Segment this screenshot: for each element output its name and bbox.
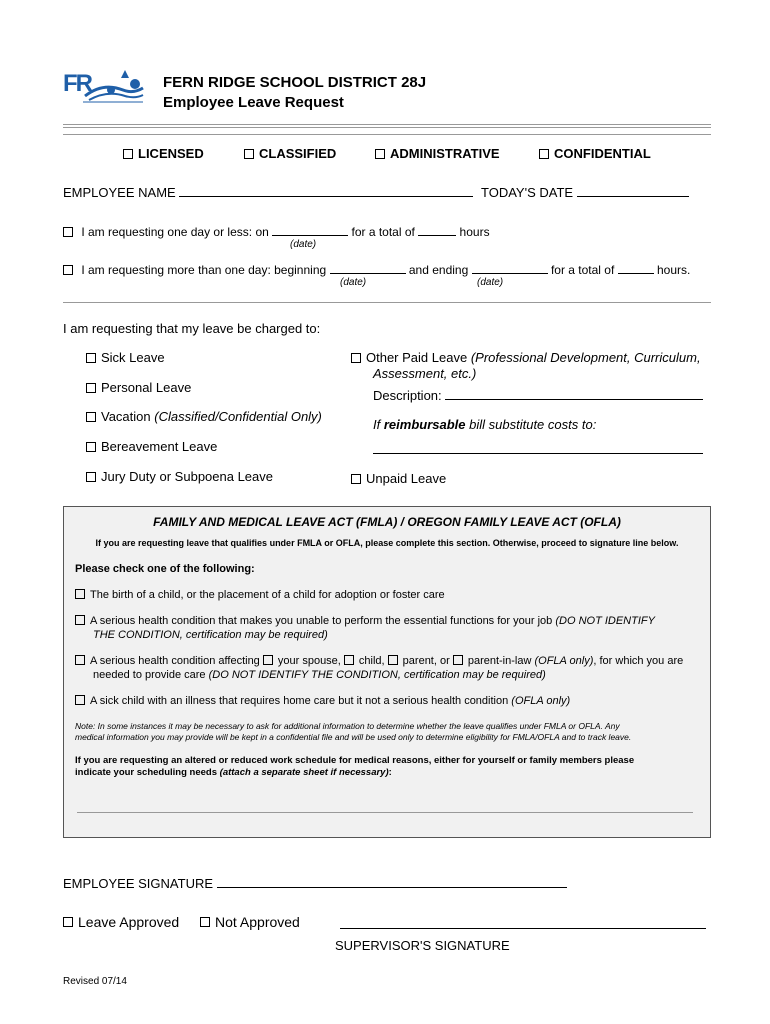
parent-checkbox[interactable]: [388, 655, 398, 665]
category-classified[interactable]: CLASSIFIED: [244, 146, 336, 161]
supervisor-signature-label: SUPERVISOR'S SIGNATURE: [335, 938, 510, 953]
employee-name-row: [63, 185, 473, 200]
checkbox[interactable]: [75, 615, 85, 625]
checkbox[interactable]: [200, 917, 210, 927]
one-day-date-field[interactable]: [272, 235, 348, 236]
header-divider-2: [63, 127, 711, 128]
checkbox[interactable]: [351, 474, 361, 484]
multi-day-hours-field[interactable]: [618, 273, 654, 274]
leave-approved[interactable]: Leave Approved: [63, 914, 179, 930]
end-date-caption: (date): [477, 277, 504, 288]
request-one-day-checkbox[interactable]: [63, 227, 73, 237]
header-divider-3: [63, 134, 711, 135]
todays-date-row: [481, 185, 689, 200]
child-checkbox[interactable]: [344, 655, 354, 665]
not-approved[interactable]: Not Approved: [200, 914, 300, 930]
end-date-field[interactable]: [472, 273, 548, 274]
other-paid-note: Assessment, etc.): [373, 366, 477, 381]
supervisor-signature-field[interactable]: [340, 928, 706, 929]
category-confidential[interactable]: CONFIDENTIAL: [539, 146, 651, 161]
leave-jury-duty[interactable]: Jury Duty or Subpoena Leave: [86, 469, 273, 484]
checkbox[interactable]: [86, 442, 96, 452]
begin-date-field[interactable]: [330, 273, 406, 274]
ending-label: and ending: [408, 263, 469, 277]
form-title: Employee Leave Request: [163, 94, 344, 111]
checkbox[interactable]: [86, 412, 96, 422]
fmla-option-sick-child[interactable]: A sick child with an illness that requires home care but it not a serious health condition (OFLA only): [75, 695, 570, 707]
description-label: Description:: [373, 388, 442, 403]
logo-text: FR: [63, 70, 91, 97]
checkbox[interactable]: [75, 695, 85, 705]
checkbox[interactable]: [75, 589, 85, 599]
one-day-hours-field[interactable]: [418, 235, 456, 236]
employee-signature-label: EMPLOYEE SIGNATURE: [63, 876, 214, 891]
fmla-option-family[interactable]: A serious health condition affecting your spouse, child, parent, or parent-in-law (OFLA only), for which you are: [75, 655, 683, 667]
description-row: [373, 388, 703, 403]
leave-sick[interactable]: Sick Leave: [86, 350, 165, 365]
checkbox[interactable]: [351, 353, 361, 363]
header-divider-1: [63, 124, 711, 125]
fmla-option-self[interactable]: A serious health condition that makes you unable to perform the essential functions for your job (DO NOT IDENTIFY: [75, 615, 655, 627]
charged-heading: I am requesting that my leave be charged to:: [63, 321, 321, 336]
checkbox[interactable]: [123, 149, 133, 159]
employee-signature-field[interactable]: [217, 887, 567, 888]
multi-day-hours-label: hours.: [657, 263, 691, 277]
checkbox[interactable]: [244, 149, 254, 159]
todays-date-label: TODAY'S DATE: [481, 185, 574, 200]
schedule-instruction-1: If you are requesting an altered or reduced work schedule for medical reasons, either for yourself or family members please: [75, 755, 635, 766]
checkbox[interactable]: [86, 353, 96, 363]
fmla-note-line-1: Note: In some instances it may be necessary to ask for additional information to determine whether the leave qualifies under FMLA or OFLA. Any: [75, 721, 620, 731]
one-day-date-caption: (date): [290, 239, 317, 250]
schedule-needs-field[interactable]: [77, 812, 693, 813]
section-divider: [63, 302, 711, 303]
checkbox[interactable]: [86, 472, 96, 482]
todays-date-field[interactable]: [577, 196, 689, 197]
one-day-hours-label: hours: [459, 225, 490, 239]
fmla-option-self-note: THE CONDITION, certification may be required): [93, 629, 328, 641]
request-one-day-row: [63, 225, 490, 239]
fmla-title: FAMILY AND MEDICAL LEAVE ACT (FMLA) / OREGON FAMILY LEAVE ACT (OFLA): [153, 515, 621, 529]
revised-date: Revised 07/14: [63, 976, 127, 987]
fmla-check-heading: Please check one of the following:: [75, 563, 255, 575]
one-day-total-label: for a total of: [351, 225, 415, 239]
fmla-instruction: If you are requesting leave that qualifies under FMLA or OFLA, please complete this section. Otherwise, proceed to signature line below.: [95, 538, 679, 548]
fmla-option-birth[interactable]: The birth of a child, or the placement of a child for adoption or foster care: [75, 589, 445, 601]
leave-personal[interactable]: Personal Leave: [86, 380, 191, 395]
leave-bereavement[interactable]: Bereavement Leave: [86, 439, 217, 454]
request-multi-day-text: I am requesting more than one day: beginning: [81, 263, 327, 277]
category-licensed[interactable]: LICENSED: [123, 146, 204, 161]
leave-unpaid[interactable]: Unpaid Leave: [351, 471, 446, 486]
description-field[interactable]: [445, 399, 703, 400]
category-administrative[interactable]: ADMINISTRATIVE: [375, 146, 500, 161]
leave-vacation[interactable]: Vacation (Classified/Confidential Only): [86, 409, 322, 424]
leave-other-paid[interactable]: Other Paid Leave (Professional Development, Curriculum,: [351, 350, 701, 365]
spouse-checkbox[interactable]: [263, 655, 273, 665]
reimbursable-field[interactable]: [373, 453, 703, 454]
employee-name-label: EMPLOYEE NAME: [63, 185, 176, 200]
request-one-day-text: I am requesting one day or less: on: [81, 225, 269, 239]
fmla-option-family-note: needed to provide care (DO NOT IDENTIFY THE CONDITION, certification may be required): [93, 669, 546, 681]
checkbox[interactable]: [86, 383, 96, 393]
begin-date-caption: (date): [340, 277, 367, 288]
multi-day-total-label: for a total of: [550, 263, 615, 277]
employee-signature-row: [63, 876, 567, 891]
checkbox[interactable]: [75, 655, 85, 665]
request-multi-day-checkbox[interactable]: [63, 265, 73, 275]
employee-name-field[interactable]: [179, 196, 473, 197]
district-title: FERN RIDGE SCHOOL DISTRICT 28J: [163, 74, 427, 91]
fmla-note-line-2: medical information you may provide will be kept in a confidential file and will be used only to determine eligibility for FMLA/OFLA and to track leave.: [75, 732, 632, 742]
checkbox[interactable]: [539, 149, 549, 159]
district-logo: [63, 68, 145, 108]
request-multi-day-row: [63, 263, 690, 277]
parent-in-law-checkbox[interactable]: [453, 655, 463, 665]
checkbox[interactable]: [375, 149, 385, 159]
checkbox[interactable]: [63, 917, 73, 927]
schedule-instruction-2: indicate your scheduling needs (attach a separate sheet if necessary):: [75, 767, 392, 778]
reimbursable-text: If reimbursable bill substitute costs to:: [373, 417, 597, 432]
